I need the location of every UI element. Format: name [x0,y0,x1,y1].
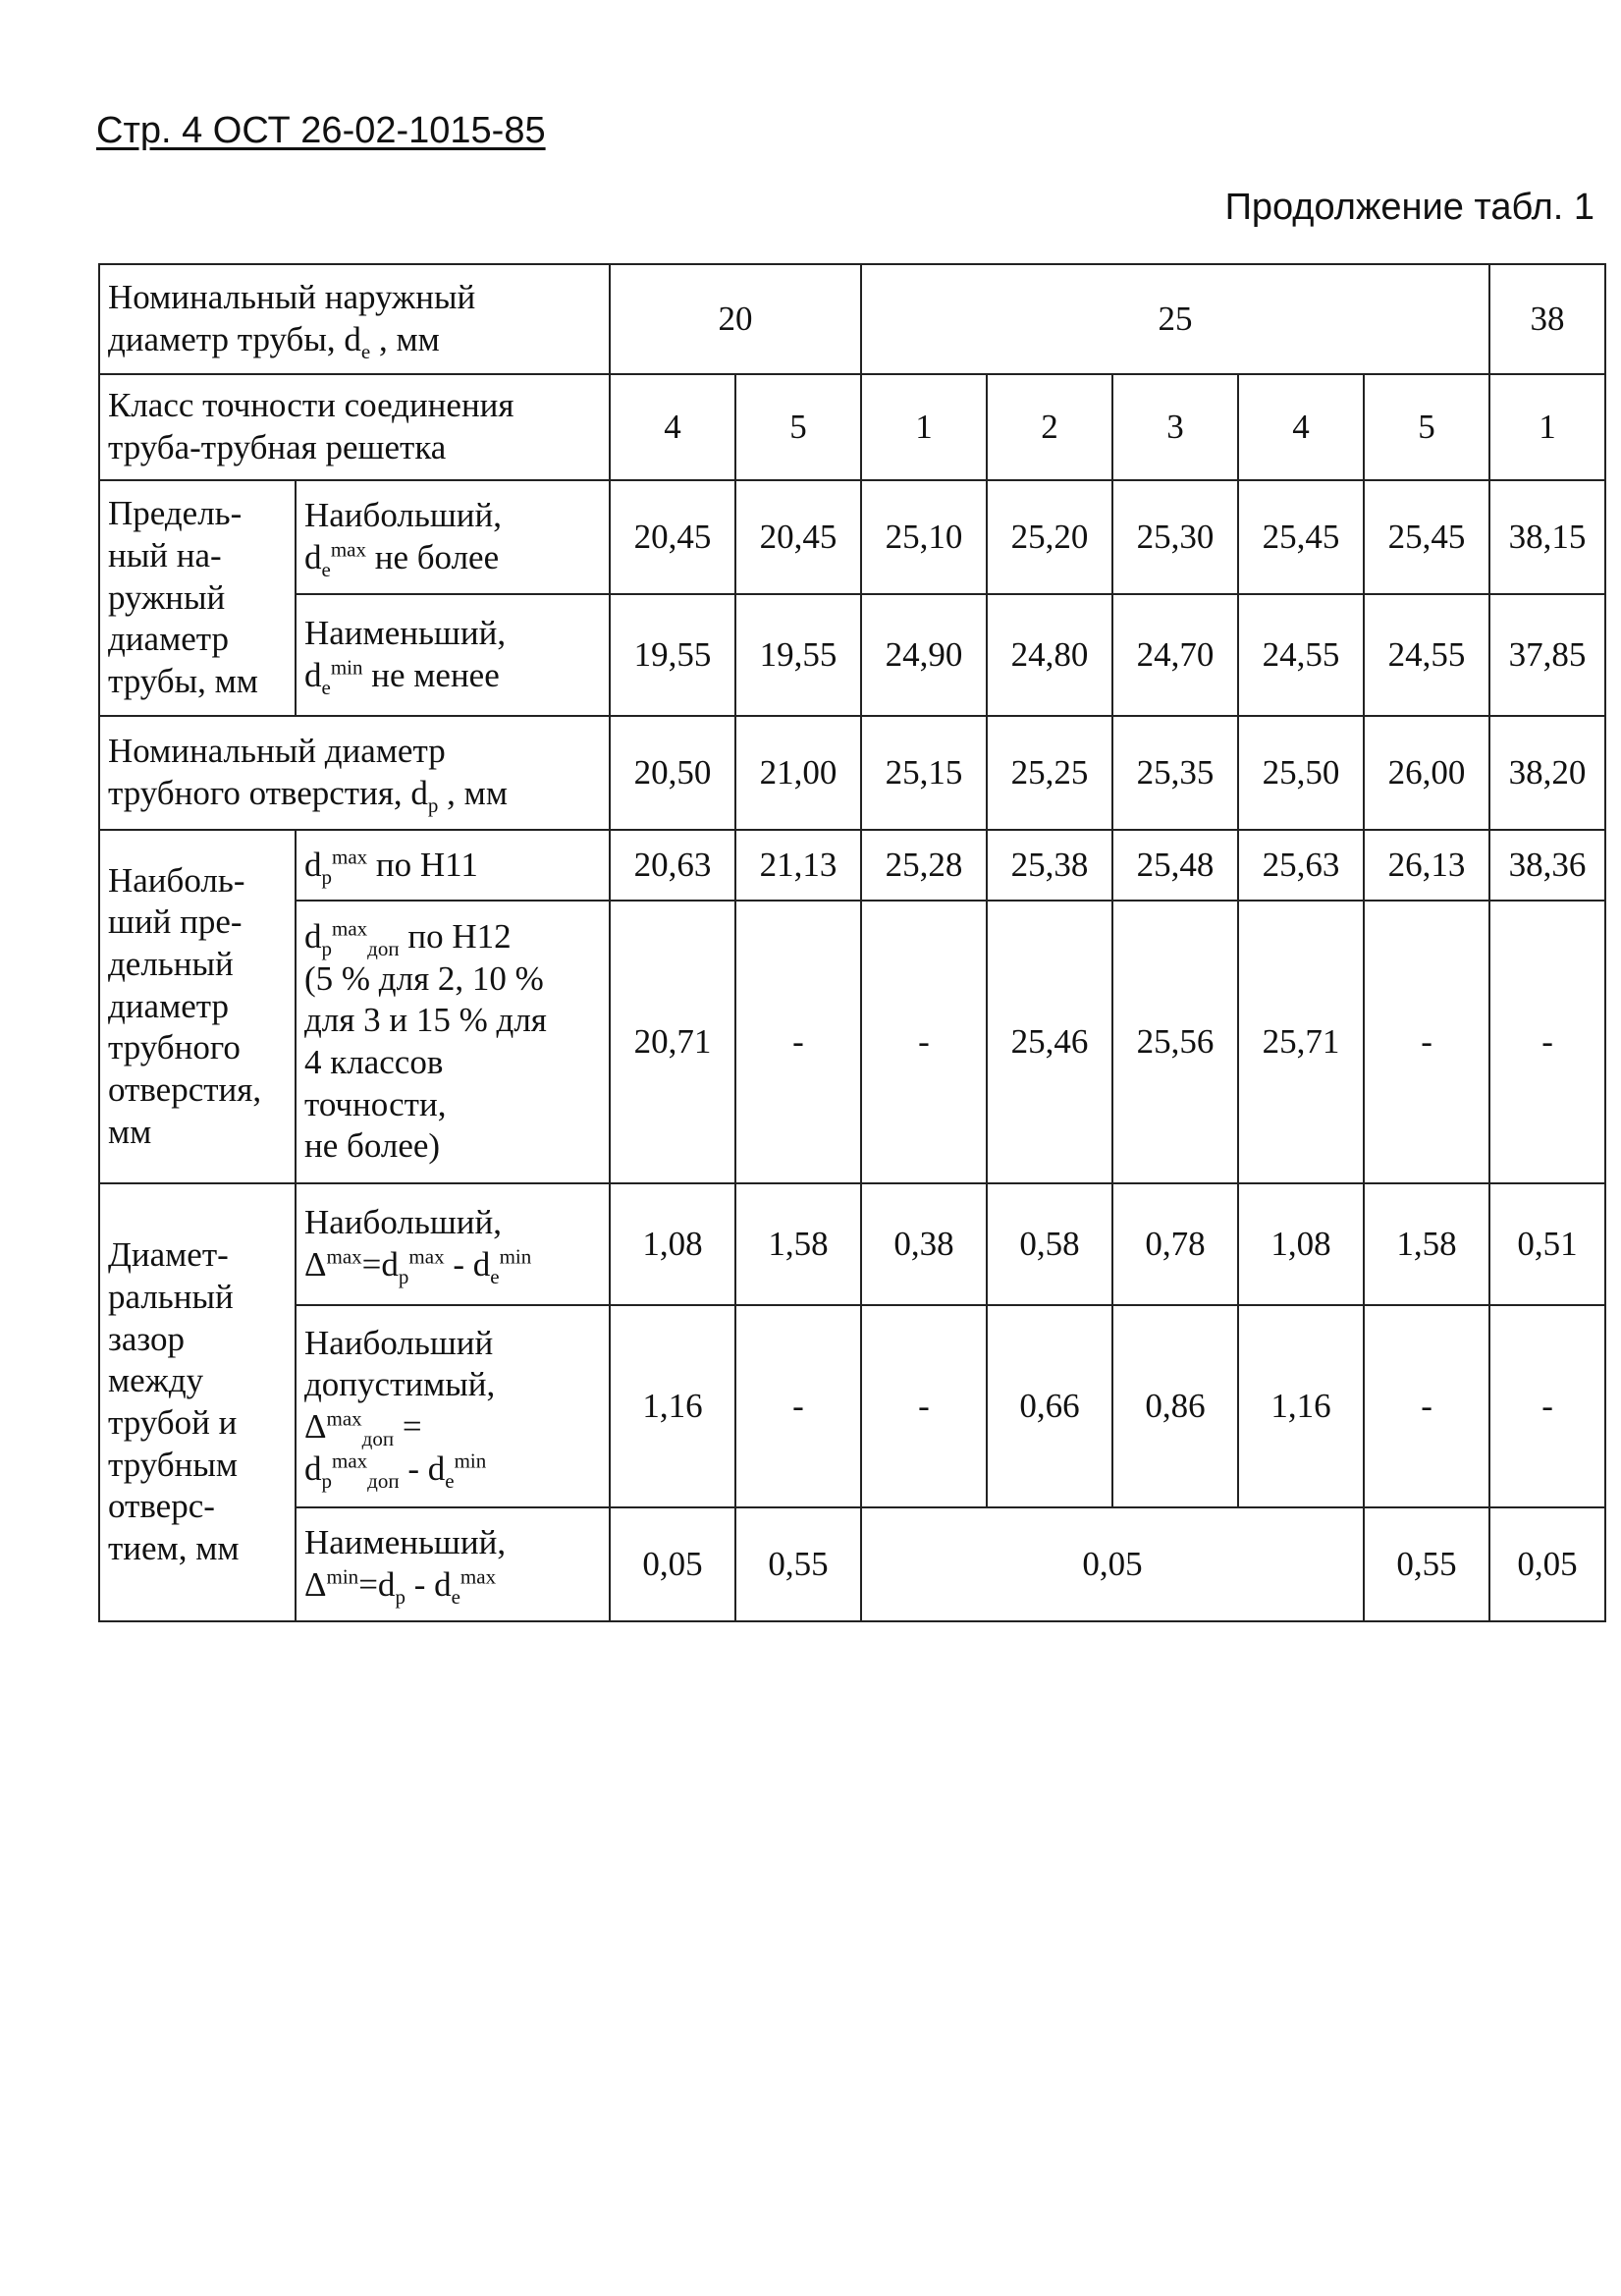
table-cell: 25,28 [861,830,987,901]
row-label: Номинальный наружный диаметр трубы, $d_е$ , мм [99,264,610,374]
row-accuracy-class [99,374,1605,480]
group-label-hole-max: Наиболь- ший пре- дельный диаметр трубного отверстия, мм [99,830,296,1183]
table-continuation-label: Продолжение табл. 1 [1224,187,1594,228]
table-cell: 1,16 [610,1305,735,1507]
table-cell: - [1364,1305,1489,1507]
row-outer-max [99,480,1605,594]
table-cell: 2 [987,374,1112,480]
table-cell: 25,71 [1238,901,1364,1183]
table-cell: 20,45 [735,480,861,594]
table-cell: 38 [1489,264,1605,374]
table-cell: 24,55 [1364,594,1489,716]
table-cell: 20,50 [610,716,735,830]
table-cell: 24,90 [861,594,987,716]
table-cell: 4 [610,374,735,480]
table-cell: 20,63 [610,830,735,901]
table-cell: 26,13 [1364,830,1489,901]
table-cell: 3 [1112,374,1238,480]
table-cell: 0,58 [987,1183,1112,1305]
row-gap-max [99,1183,1605,1305]
table-cell: 24,70 [1112,594,1238,716]
table-cell: 0,05 [610,1507,735,1621]
row-label: Номинальный диаметр трубного отверстия, $d_р$ , мм [99,716,610,830]
table-cell: 25,15 [861,716,987,830]
sub-label: Наибольший, $d_e^{max}$ не более [296,480,610,594]
table-cell: 21,13 [735,830,861,901]
table-cell: 19,55 [610,594,735,716]
table-cell-merged: 0,05 [861,1507,1364,1621]
table-cell: 37,85 [1489,594,1605,716]
table-cell: 38,20 [1489,716,1605,830]
table-cell: 0,78 [1112,1183,1238,1305]
table-cell: 25,20 [987,480,1112,594]
table-cell: 0,66 [987,1305,1112,1507]
table-cell: 26,00 [1364,716,1489,830]
table-cell: 25,50 [1238,716,1364,830]
table-cell: 0,38 [861,1183,987,1305]
table-cell: 1,58 [1364,1183,1489,1305]
sub-label: Наибольший допустимый, $\Delta^{max}_{доп}$ = $d_p^{max}_{доп} - d_e^{min}$ [296,1305,610,1507]
table-cell: 21,00 [735,716,861,830]
sub-label: Наименьший, $\Delta^{min}=d_p - d_e^{max}$ [296,1507,610,1621]
table-cell: - [735,901,861,1183]
table-cell: 5 [1364,374,1489,480]
table-cell: 20,71 [610,901,735,1183]
sub-label: $d_p^{max}$ по H11 [296,830,610,901]
table-cell: 1,58 [735,1183,861,1305]
row-hole-h11 [99,830,1605,901]
table-cell: 38,36 [1489,830,1605,901]
table-cell: 25,45 [1238,480,1364,594]
table-cell: 25,35 [1112,716,1238,830]
table-cell: 20,45 [610,480,735,594]
table-cell: 1,08 [610,1183,735,1305]
table-cell: 4 [1238,374,1364,480]
table-cell: 0,05 [1489,1507,1605,1621]
table-cell: - [861,901,987,1183]
table-cell: 0,86 [1112,1305,1238,1507]
sub-label: Наибольший, $\Delta^{max}=d_p^{max} - d_e^{min}$ [296,1183,610,1305]
table-cell: 25 [861,264,1489,374]
table-cell: 25,48 [1112,830,1238,901]
table-cell: 25,56 [1112,901,1238,1183]
group-label-gap: Диамет- ральный зазор между трубой и трубным отверс- тием, мм [99,1183,296,1621]
table-cell: 20 [610,264,861,374]
table-cell: - [1489,1305,1605,1507]
table-cell: 1,16 [1238,1305,1364,1507]
table-cell: 1 [861,374,987,480]
group-label-outer-diameter: Предель- ный на- ружный диаметр трубы, мм [99,480,296,716]
table-cell: 25,10 [861,480,987,594]
table-cell: 25,46 [987,901,1112,1183]
table-cell: 0,51 [1489,1183,1605,1305]
row-hole-h12 [99,901,1605,1183]
table-cell: 25,25 [987,716,1112,830]
table-cell: 25,45 [1364,480,1489,594]
page-reference: Стр. 4 ОСТ 26-02-1015-85 [96,110,546,151]
table-cell: 24,80 [987,594,1112,716]
table-cell: 38,15 [1489,480,1605,594]
sub-label: Наименьший, $d_e^{min}$ не менее [296,594,610,716]
table-cell: 25,38 [987,830,1112,901]
table-cell: 5 [735,374,861,480]
table-cell: 0,55 [1364,1507,1489,1621]
table-cell: 25,30 [1112,480,1238,594]
table-cell: 0,55 [735,1507,861,1621]
table-cell: - [735,1305,861,1507]
row-nominal-hole [99,716,1605,830]
tolerance-table [98,263,1606,1622]
row-label: Класс точности соединения труба-трубная решетка [99,374,610,480]
table-cell: 1,08 [1238,1183,1364,1305]
table-cell: - [1364,901,1489,1183]
row-gap-min [99,1507,1605,1621]
table-cell: 1 [1489,374,1605,480]
table-cell: 24,55 [1238,594,1364,716]
sub-label: $d_p^{max}_{доп}$ по H12 (5 % для 2, 10 % для 3 и 15 % для 4 классов точности, не более) [296,901,610,1183]
table-cell: - [861,1305,987,1507]
table-cell: - [1489,901,1605,1183]
row-nominal-diameter [99,264,1605,374]
row-gap-max-allowed [99,1305,1605,1507]
table-cell: 25,63 [1238,830,1364,901]
table-cell: 19,55 [735,594,861,716]
row-outer-min [99,594,1605,716]
